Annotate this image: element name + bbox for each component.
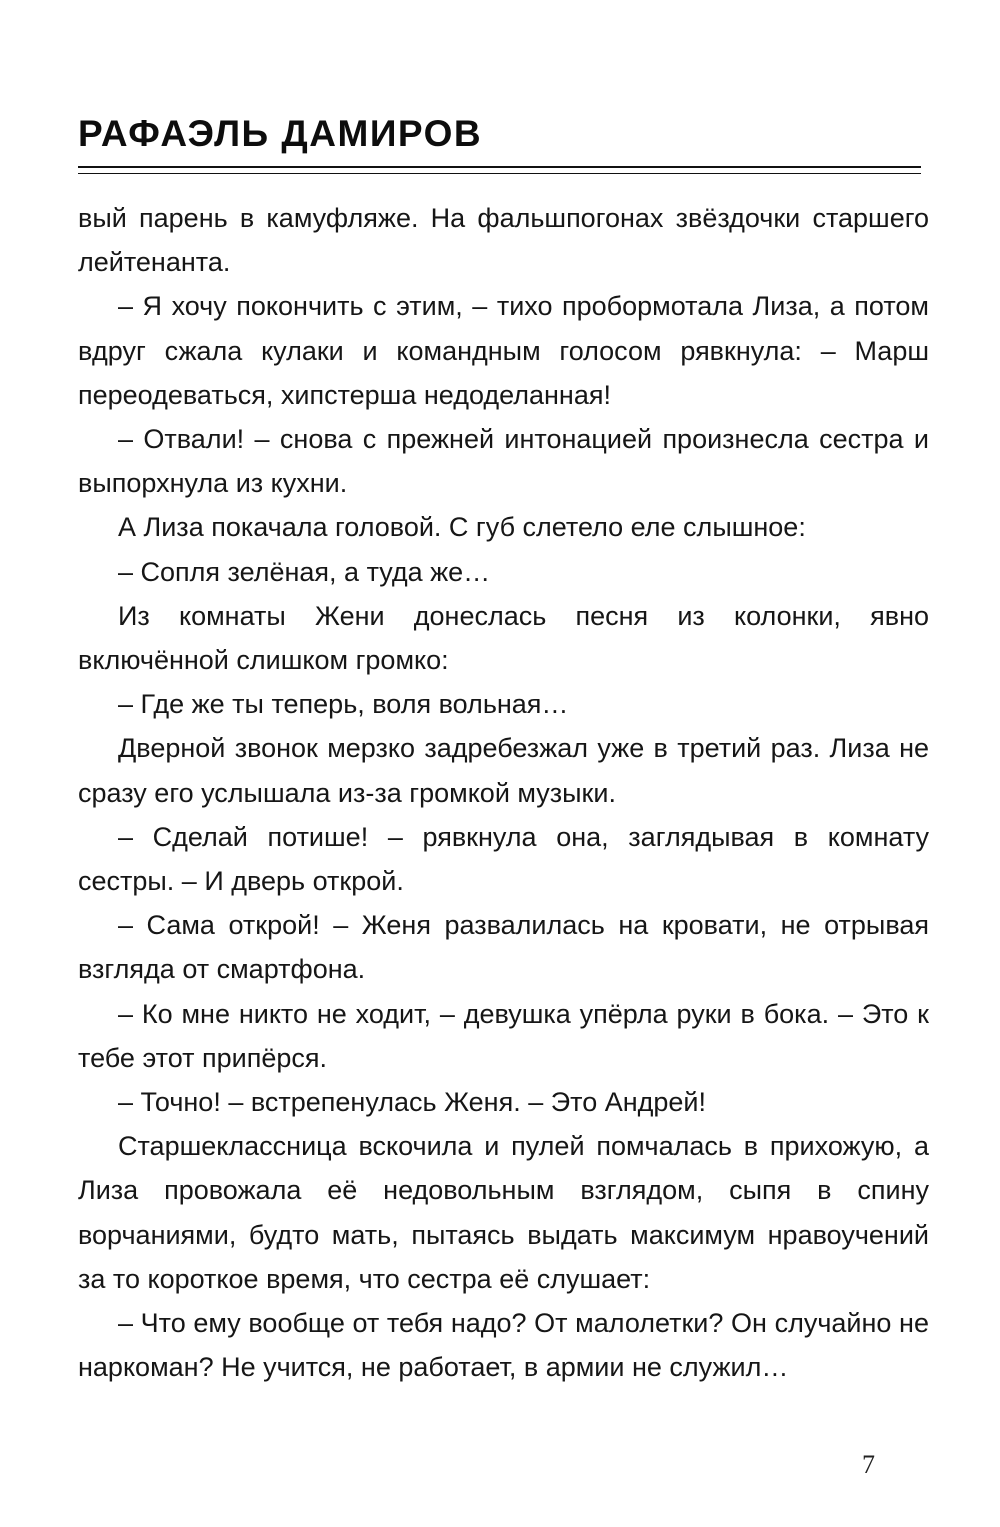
- paragraph: Дверной звонок мерзко задребезжал уже в третий раз. Лиза не сразу его услышала из-за громкой музыки.: [78, 733, 929, 808]
- paragraph: – Я хочу покончить с этим, – тихо пробормотала Лиза, а потом вдруг сжала кулаки и командным голосом рявкнула: – Марш переодеваться, хипстерша недоделанная!: [78, 291, 929, 410]
- author-name: РАФАЭЛЬ ДАМИРОВ: [78, 113, 483, 154]
- paragraph: Старшеклассница вскочила и пулей помчалась в прихожую, а Лиза провожала её недовольным взглядом, сыпя в спину ворчаниями, будто мать, пытаясь выдать максимум нравоучений за то короткое время, что сестра её слушает:: [78, 1131, 929, 1294]
- paragraph: – Что ему вообще от тебя надо? От малолетки? Он случайно не наркоман? Не учится, не работает, в армии не служил…: [78, 1308, 929, 1383]
- paragraph: – Сопля зелёная, а туда же…: [118, 556, 491, 587]
- page-number: 7: [862, 1450, 875, 1479]
- paragraph: – Сама открой! – Женя развалилась на кровати, не отрывая взгляда от смартфона.: [78, 910, 929, 985]
- paragraph: Из комнаты Жени донеслась песня из колонки, явно включённой слишком громко:: [78, 600, 929, 676]
- page-header: [78, 108, 921, 174]
- paragraph: – Отвали! – снова с прежней интонацией произнесла сестра и выпорхнула из кухни.: [78, 424, 929, 499]
- paragraph: – Сделай потише! – рявкнула она, заглядывая в комнату сестры. – И дверь открой.: [78, 821, 929, 897]
- paragraph: – Точно! – встрепенулась Женя. – Это Андрей!: [118, 1087, 707, 1118]
- paragraph: – Ко мне никто не ходит, – девушка упёрла руки в бока. – Это к тебе этот припёрся.: [78, 998, 929, 1073]
- paragraph: – Где же ты теперь, воля вольная…: [118, 689, 569, 720]
- body-text: [78, 196, 929, 1389]
- header-rule: [78, 166, 921, 174]
- paragraph: А Лиза покачала головой. С губ слетело еле слышное:: [118, 512, 806, 543]
- paragraph: вый парень в камуфляже. На фальшпогонах звёздочки старшего лейтенанта.: [78, 203, 929, 278]
